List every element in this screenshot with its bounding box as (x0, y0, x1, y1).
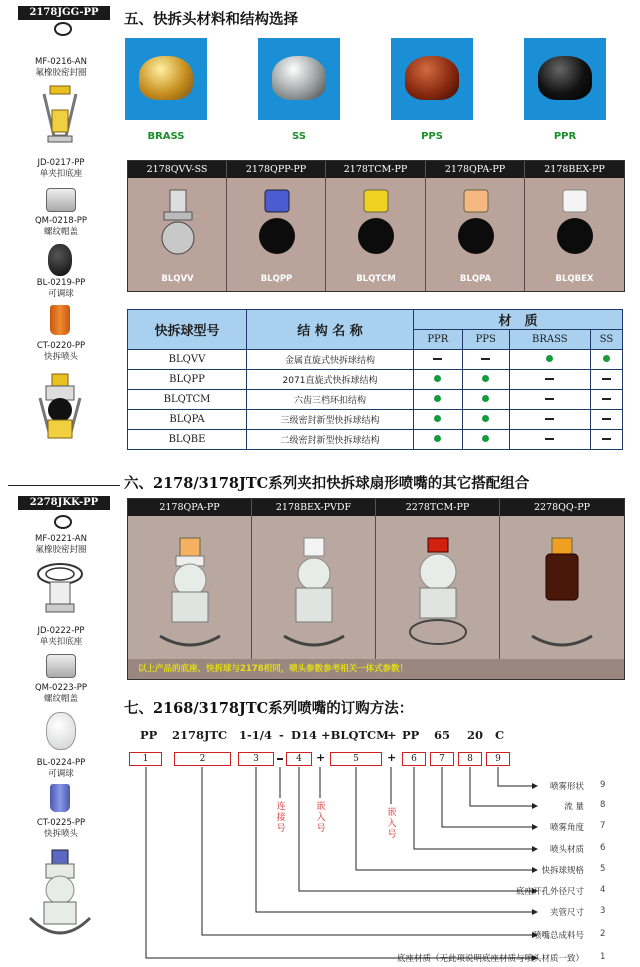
part-code: MF-0216-AN (35, 57, 87, 67)
code-box: 2 (174, 752, 231, 766)
material-label: PPS (421, 131, 443, 142)
order-label: 快拆球规格 (541, 866, 584, 876)
code-part: + (387, 728, 397, 742)
part-code: JD-0217-PP (37, 158, 85, 168)
code-part: - (279, 728, 284, 742)
code-box: 1 (129, 752, 162, 766)
code-part: 65 (434, 728, 451, 742)
insert-label: 嵌入号 (387, 808, 397, 840)
order-label: 底座开孔外径尺寸 (515, 887, 584, 897)
order-num: 6 (600, 843, 606, 853)
model-label: BLQBEX (555, 274, 594, 284)
part-code: JD-0222-PP (37, 626, 85, 636)
table-col-ss: SS (590, 330, 622, 350)
order-num: 3 (600, 906, 606, 916)
code-box: 8 (458, 752, 482, 766)
order-num: 7 (600, 821, 606, 831)
model-header: 2178TCM-PP (326, 161, 426, 178)
code-part: 20 (467, 728, 484, 742)
order-num: 9 (600, 780, 606, 790)
combo-header: 2178BEX-PVDF (252, 499, 376, 516)
order-label: 喷嘴总成料号 (532, 931, 584, 941)
combo-note: 以上产品的底座、快拆球与2178相同，喷头参数参考相关一体式参数！ (138, 664, 409, 674)
table-header-model: 快拆球型号 (128, 310, 247, 350)
part-name: 可调球 (48, 289, 74, 299)
plus-sep: + (316, 751, 326, 764)
order-num: 4 (600, 885, 606, 895)
code-box: 5 (330, 752, 382, 766)
part-code: BL-0219-PP (36, 278, 86, 288)
row-structure: 金属直旋式快拆球结构 (247, 350, 414, 370)
table-col-pps: PPS (462, 330, 509, 350)
part-name: 快拆喷头 (43, 829, 78, 839)
table-header-structure: 结 构 名 称 (247, 310, 414, 350)
order-label: 流 量 (564, 802, 584, 812)
row-model: BLQBE (128, 430, 247, 450)
row-structure: 三级密封新型快拆球结构 (247, 410, 414, 430)
code-part: +BLQTCM (321, 728, 389, 742)
row-structure: 六齿三档环扣结构 (247, 390, 414, 410)
order-num: 5 (600, 864, 606, 874)
model-header: 2178QPA-PP (426, 161, 525, 178)
combo-header: 2278QQ-PP (500, 499, 624, 516)
part-name: 快拆喷头 (43, 352, 78, 362)
part-name: 氟橡胶密封圈 (35, 68, 87, 78)
combo-header: 2178QPA-PP (128, 499, 252, 516)
order-label: 夹管尺寸 (549, 908, 584, 918)
combo-header: 2278TCM-PP (376, 499, 500, 516)
part-name: 螺纹帽盖 (43, 227, 78, 237)
table-col-ppr: PPR (414, 330, 463, 350)
part-name: 单夹扣底座 (39, 637, 83, 647)
part-name: 单夹扣底座 (39, 169, 83, 179)
part-name: 螺纹帽盖 (43, 694, 78, 704)
material-label: SS (292, 131, 306, 142)
code-part: PP (402, 728, 420, 742)
model-header: 2178QVV-SS (128, 161, 227, 178)
insert-label: 嵌入号 (316, 802, 326, 834)
model-label: BLQPA (459, 274, 492, 284)
series-tag-1: 2178JGG-PP (18, 6, 110, 20)
model-label: BLQVV (161, 274, 194, 284)
part-code: QM-0223-PP (34, 683, 88, 693)
code-box: 6 (402, 752, 426, 766)
section7-title: 七、2168/3178JTC系列喷嘴的订购方法： (124, 700, 414, 717)
section6-title: 六、2178/3178JTC系列夹扣快拆球扇形喷嘴的其它搭配组合 (124, 475, 530, 492)
code-part: PP (140, 728, 158, 742)
model-label: BLQPP (260, 274, 293, 284)
row-model: BLQVV (128, 350, 247, 370)
order-num: 2 (600, 929, 606, 939)
row-model: BLQTCM (128, 390, 247, 410)
order-label: 喷雾形状 (549, 782, 584, 792)
series-tag-2: 2278JKK-PP (18, 496, 110, 510)
order-num: 8 (600, 800, 606, 810)
part-code: BL-0224-PP (36, 758, 86, 768)
code-part: 1-1/4 (239, 728, 272, 742)
code-part: D14 (291, 728, 317, 742)
part-code: QM-0218-PP (34, 216, 88, 226)
material-label: BRASS (147, 131, 185, 142)
code-box: 7 (430, 752, 454, 766)
part-code: MF-0221-AN (35, 534, 87, 544)
model-header: 2178QPP-PP (227, 161, 326, 178)
table-col-brass: BRASS (509, 330, 590, 350)
order-label: 喷头材质 (549, 845, 584, 855)
part-code: CT-0220-PP (36, 341, 86, 351)
row-structure: 2071直旋式快拆球结构 (247, 370, 414, 390)
part-name: 氟橡胶密封圈 (35, 545, 87, 555)
order-num: 1 (600, 952, 606, 962)
table-header-material: 材 质 (414, 310, 623, 330)
code-part: 2178JTC (172, 728, 228, 742)
section5-title: 五、快拆头材料和结构选择 (124, 11, 298, 28)
part-code: CT-0225-PP (36, 818, 86, 828)
code-box: 4 (286, 752, 312, 766)
code-part: C (495, 728, 505, 742)
row-model: BLQPP (128, 370, 247, 390)
connector-label: 连接号 (276, 802, 286, 834)
part-name: 可调球 (48, 769, 74, 779)
material-label: PPR (553, 131, 577, 142)
row-structure: 二级密封新型快拆球结构 (247, 430, 414, 450)
code-box: 9 (486, 752, 510, 766)
model-label: BLQTCM (356, 274, 396, 284)
plus-sep: + (387, 751, 397, 764)
model-header: 2178BEX-PP (525, 161, 624, 178)
row-model: BLQPA (128, 410, 247, 430)
code-box: 3 (238, 752, 274, 766)
order-label: 底座材质（无此项说明底座材质与喷头材质一致） (396, 954, 584, 964)
order-label: 喷雾角度 (549, 823, 584, 833)
